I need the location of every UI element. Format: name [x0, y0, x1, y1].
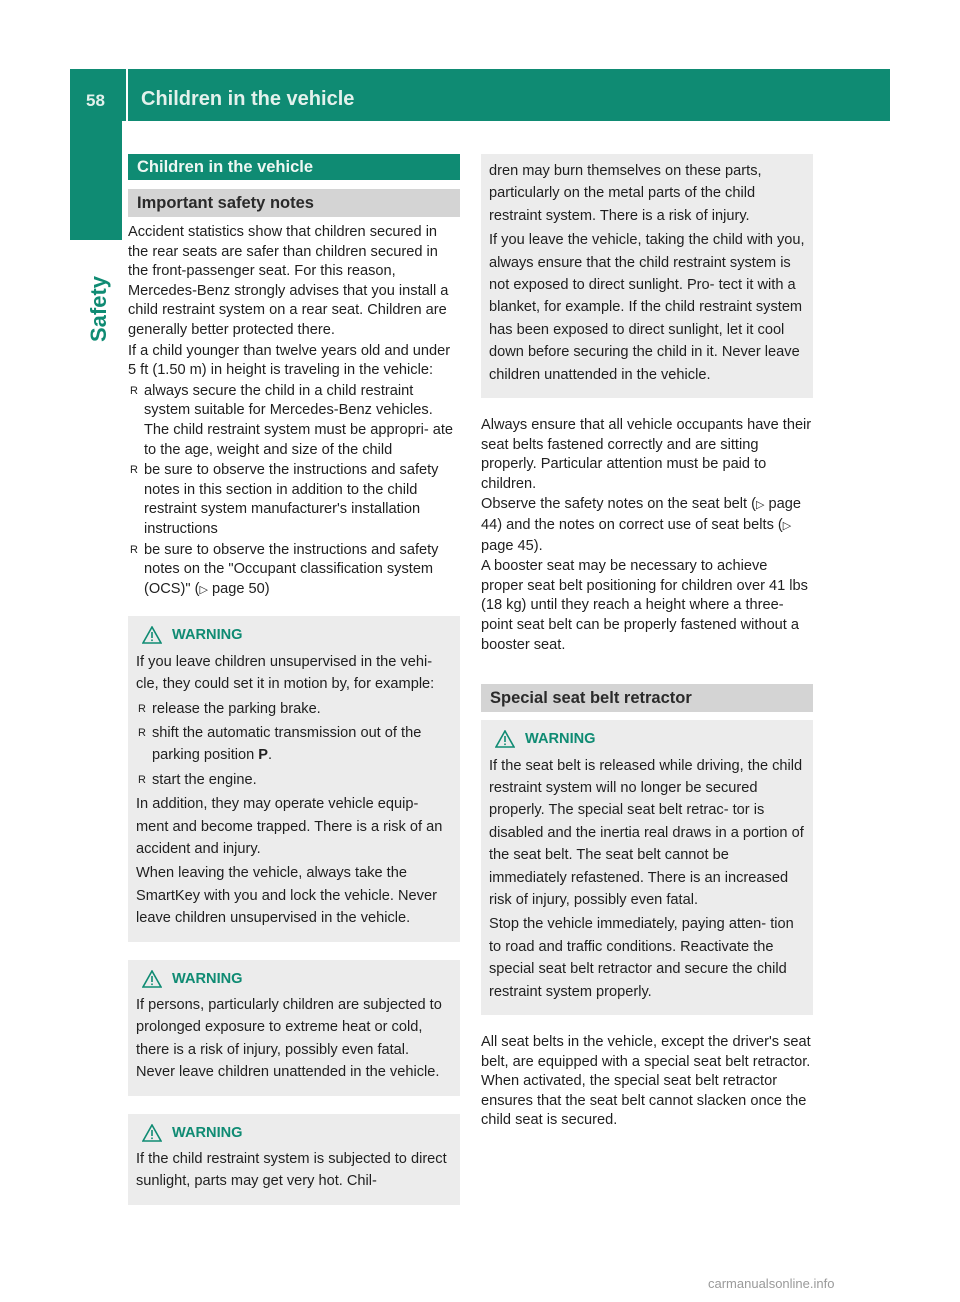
page-ref-arrow-icon: ▷ [199, 583, 208, 596]
page-ref-link[interactable]: page 45). [481, 537, 543, 554]
page-ref-arrow-icon: ▷ [756, 499, 765, 512]
page-title: Children in the vehicle [141, 88, 355, 110]
warning-text: Stop the vehicle immediately, paying atten- tion to road and traffic conditions. Reactivate the special seat belt retractor and secure the child restraint system properly. [489, 916, 794, 1000]
bullet-icon: R [130, 464, 138, 477]
paragraph: If a child younger than twelve years old and under 5 ft (1.50 m) in height is traveling in the vehicle: [128, 342, 451, 379]
warning-text: If you leave the vehicle, taking the child with you, always ensure that the child restraint system is not exposed to direct sunlight. Pro- tect it with a blanket, for example. If the child restraint system has been exposed to direct sunlight, let it cool down before securing the child in it. Never leave children unattended in the vehicle. [489, 232, 805, 383]
header-divider [126, 69, 128, 121]
page-ref-link[interactable]: page 50) [211, 580, 270, 597]
page-ref-arrow-icon: ▷ [782, 520, 792, 533]
warning-header: WARNING [489, 728, 805, 750]
bullet-icon: R [138, 726, 146, 739]
paragraph: Always ensure that all vehicle occupants have their seat belts fastened correctly and are sitting properly. Particular attention must be paid to children. [481, 417, 812, 492]
list-item: R start the engine. [136, 769, 452, 791]
warning-triangle-icon [495, 730, 515, 748]
warning-text: If the child restraint system is subjected to direct sunlight, parts may get very hot. Chil- [136, 1151, 447, 1190]
page-ref-link[interactable]: page 44) and the notes on correct use of seat belts ( [481, 496, 802, 534]
warning-header: WARNING [136, 1122, 452, 1144]
list-item: R be sure to observe the instructions and safety notes in this section in addition to the child restraint system manufacturer's installation instructions [130, 462, 439, 537]
bullet-icon: R [138, 702, 146, 715]
warning-box-continued [481, 154, 813, 398]
gear-position: P [258, 747, 269, 764]
subsection-title: Special seat belt retractor [481, 684, 813, 712]
warning-box [128, 960, 460, 1096]
list-item: R release the parking brake. [136, 698, 452, 720]
right-column [481, 154, 813, 1132]
side-tab-block [70, 121, 122, 240]
warning-list [136, 698, 452, 792]
warning-header: WARNING [136, 968, 452, 990]
warning-triangle-icon [142, 970, 162, 988]
bullet-icon: R [130, 543, 138, 556]
side-tab-label: Safety [86, 275, 111, 342]
list-item: R be sure to observe the instructions and safety notes on the "Occupant classification system (OCS)" (▷ page 50) [130, 541, 439, 597]
list-item: R always secure the child in a child restraint system suitable for Mercedes-Benz vehicles. The child restraint system must be appropri- ate to the age, weight and size of the child [130, 382, 454, 458]
bullet-icon: R [138, 773, 146, 786]
warning-text: If you leave children unsupervised in the vehi- cle, they could set it in motion by, for example: [136, 653, 435, 693]
section-title: Children in the vehicle [128, 154, 460, 180]
warning-triangle-icon [142, 626, 162, 644]
page-number: 58 [86, 91, 105, 110]
left-column [128, 154, 460, 1223]
subsection-title: Important safety notes [128, 189, 460, 217]
side-tab [86, 242, 112, 342]
paragraph: A booster seat may be necessary to achieve proper seat belt positioning for children over 41 lbs (18 kg) until they reach a height where a three-point seat belt can be properly fastened without a booster seat. [481, 558, 808, 653]
warning-box [128, 616, 460, 941]
warning-header: WARNING [136, 624, 452, 646]
bullet-list [128, 382, 460, 601]
warning-triangle-icon [142, 1124, 162, 1142]
bullet-icon: R [130, 384, 138, 397]
paragraph: All seat belts in the vehicle, except the driver's seat belt, are equipped with a special seat belt retractor. When activated, the special seat belt retractor ensures that the seat belt cannot slacken once the child seat is secured. [481, 1034, 811, 1129]
warning-text: If persons, particularly children are subjected to prolonged exposure to extreme heat or cold, there is a risk of injury, possibly even fatal. Never leave children unattended in the vehicle. [136, 996, 442, 1081]
paragraph: Observe the safety notes on the seat belt (▷ page 44) and the notes on correct use of seat belts (▷ page 45). [481, 496, 802, 554]
watermark: carmanualsonline.info [708, 1276, 835, 1291]
list-item: R shift the automatic transmission out of the parking position P. [136, 722, 452, 767]
warning-text: If the seat belt is released while driving, the child restraint system will no longer be secured properly. The special seat belt retrac- tor is disabled and the inertia real draws in a portion of the seat belt. The seat belt cannot be immediately refastened. There is an increased risk of injury, possibly even fatal. [489, 757, 804, 909]
warning-box [481, 720, 813, 1015]
warning-box [128, 1114, 460, 1205]
warning-text: In addition, they may operate vehicle equip- ment and become trapped. There is a risk of an accident and injury. [136, 796, 443, 857]
warning-text: When leaving the vehicle, always take the SmartKey with you and lock the vehicle. Never leave children unsupervised in the vehicle. [136, 865, 437, 927]
warning-text: dren may burn themselves on these parts, particularly on the metal parts of the child restraint system. There is a risk of injury. [489, 163, 762, 224]
paragraph: Accident statistics show that children secured in the rear seats are safer than children secured in the front-passenger seat. For this reason, Mercedes-Benz strongly advises that you install a child restraint system on a rear seat. Children are generally better protected there. [128, 224, 449, 338]
